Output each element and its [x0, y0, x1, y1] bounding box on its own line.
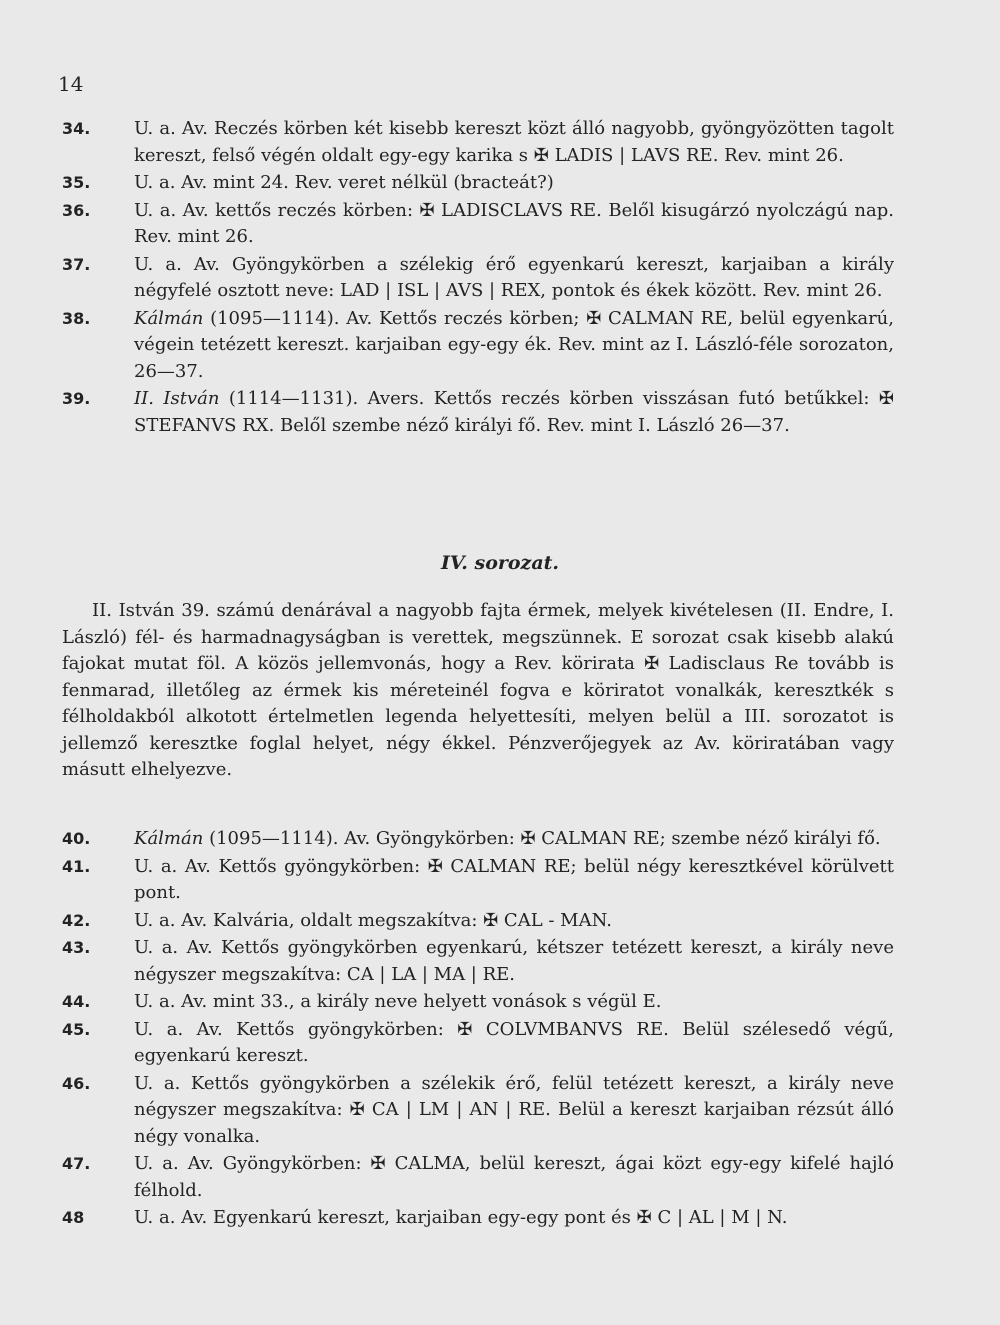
entry-text: U. a. Av. Kalvária, oldalt megszakítva: ✠ CAL - MAN. — [134, 909, 612, 931]
entry-text: U. a. Av. Gyöngykörben: ✠ CALMA, belül kereszt, ágai közt egy-egy kifelé hajló félhold. — [134, 1153, 894, 1201]
entry-36 — [62, 198, 894, 251]
entry-text: U. a. Av. Gyöngykörben a szélekig érő egyenkarú kereszt, karjaiban a király négyfelé osztott neve: LAD | ISL | AVS | REX, pontok és ékek között. Rev. mint 26. — [134, 253, 894, 301]
entry-number: 45. — [62, 1019, 91, 1039]
entry-42 — [62, 908, 894, 935]
entry-number: 42. — [62, 910, 91, 930]
entry-number: 40. — [62, 829, 91, 848]
entry-48 — [62, 1205, 894, 1232]
ruler-name: II. István — [134, 388, 220, 409]
entries-bottom — [62, 826, 894, 1233]
ruler-name: Kálmán — [134, 828, 204, 849]
entry-text: U. a. Av. kettős reczés körben: ✠ LADISCLAVS RE. Belől kisugárzó nyolczágú nap. Rev. mint 26. — [134, 199, 894, 247]
entry-text: U. a. Kettős gyöngykörben a szélekik érő, felül tetézett kereszt, a király neve négyszer megszakítva: ✠ CA | LM | AN | RE. Belül a kereszt karjaiban rézsút álló négy vonalka. — [134, 1072, 894, 1147]
entry-34 — [62, 116, 894, 169]
entry-text: U. a. Av. Kettős gyöngykörben egyenkarú, kétszer tetézett kereszt, a király neve négyszer megszakítva: CA | LA | MA | RE. — [134, 937, 894, 985]
entry-35 — [62, 170, 894, 197]
entry-number: 43. — [62, 938, 91, 957]
page-number: 14 — [58, 72, 84, 96]
entry-46 — [62, 1071, 894, 1151]
entry-43 — [62, 935, 894, 988]
entry-number: 47. — [62, 1154, 91, 1173]
entry-number: 36. — [62, 200, 91, 220]
entry-39 — [62, 386, 894, 439]
section-heading: IV. sorozat. — [440, 552, 560, 574]
entry-text: Kálmán (1095—1114). Av. Kettős reczés körben; ✠ CALMAN RE, belül egyenkarú, végein tetézett kereszt. karjaiban egy-egy ék. Rev. mint az I. László-féle sorozaton, 26—37. — [134, 307, 894, 382]
entry-text: U. a. Av. Kettős gyöngykörben: ✠ COLVMBANVS RE. Belül szélesedő végű, egyenkarú kereszt. — [134, 1018, 894, 1066]
section-paragraph: II. István 39. számú denárával a nagyobb fajta érmek, melyek kivételesen (II. Endre, I. László) fél- és harmadnagyságban is verettek, megszünnek. E sorozat csak kisebb alakú fajokat mutat föl. A közös jellemvonás, hogy a Rev. körirata ✠ Ladisclaus Re tovább is fenmarad, illetőleg az érmek kis méreteinél fogva e köriratot vonalkák, keresztkék s félholdakból alkotott értelmetlen legenda helyettesíti, melyen belül a III. sorozatot is jellemző keresztke foglal helyet, négy ékkel. Pénzverőjegyek az Av. köriratában vagy másutt elhelyezve. — [62, 600, 894, 780]
entry-37 — [62, 252, 894, 305]
entry-number: 39. — [62, 389, 91, 408]
entry-text: U. a. Av. Egyenkarú kereszt, karjaiban egy-egy pont és ✠ C | AL | M | N. — [134, 1207, 788, 1228]
entry-text: II. István (1114—1131). Avers. Kettős reczés körben visszásan futó betűkkel: ✠ STEFANVS RX. Belől szembe néző királyi fő. Rev. mint I. László 26—37. — [134, 388, 894, 436]
entry-number: 34. — [62, 119, 91, 138]
entry-47 — [62, 1151, 894, 1204]
entry-text: U. a. Av. Reczés körben két kisebb kereszt közt álló nagyobb, gyöngyözötten tagolt kereszt, felső végén oldalt egy-egy karika s ✠ LADIS | LAVS RE. Rev. mint 26. — [134, 118, 894, 166]
entry-number: 37. — [62, 254, 91, 274]
entry-number: 41. — [62, 856, 91, 876]
entry-number: 44. — [62, 992, 91, 1011]
entries-top — [62, 116, 894, 440]
entry-number: 46. — [62, 1073, 91, 1093]
entry-number: 38. — [62, 308, 91, 328]
entry-38 — [62, 306, 894, 386]
entry-text: U. a. Av. mint 33., a király neve helyett vonások s végül E. — [134, 991, 662, 1012]
entry-text: U. a. Av. mint 24. Rev. veret nélkül (bracteát?) — [134, 172, 554, 193]
entry-text: U. a. Av. Kettős gyöngykörben: ✠ CALMAN RE; belül négy keresztkével körülvett pont. — [134, 855, 894, 903]
entry-number: 48 — [62, 1208, 85, 1227]
entry-45 — [62, 1017, 894, 1070]
entry-number: 35. — [62, 173, 91, 192]
entry-text: Kálmán (1095—1114). Av. Gyöngykörben: ✠ CALMAN RE; szembe néző királyi fő. — [134, 828, 881, 849]
entry-41 — [62, 854, 894, 907]
entry-44 — [62, 989, 894, 1016]
entry-40 — [62, 826, 894, 853]
ruler-name: Kálmán — [134, 307, 204, 329]
